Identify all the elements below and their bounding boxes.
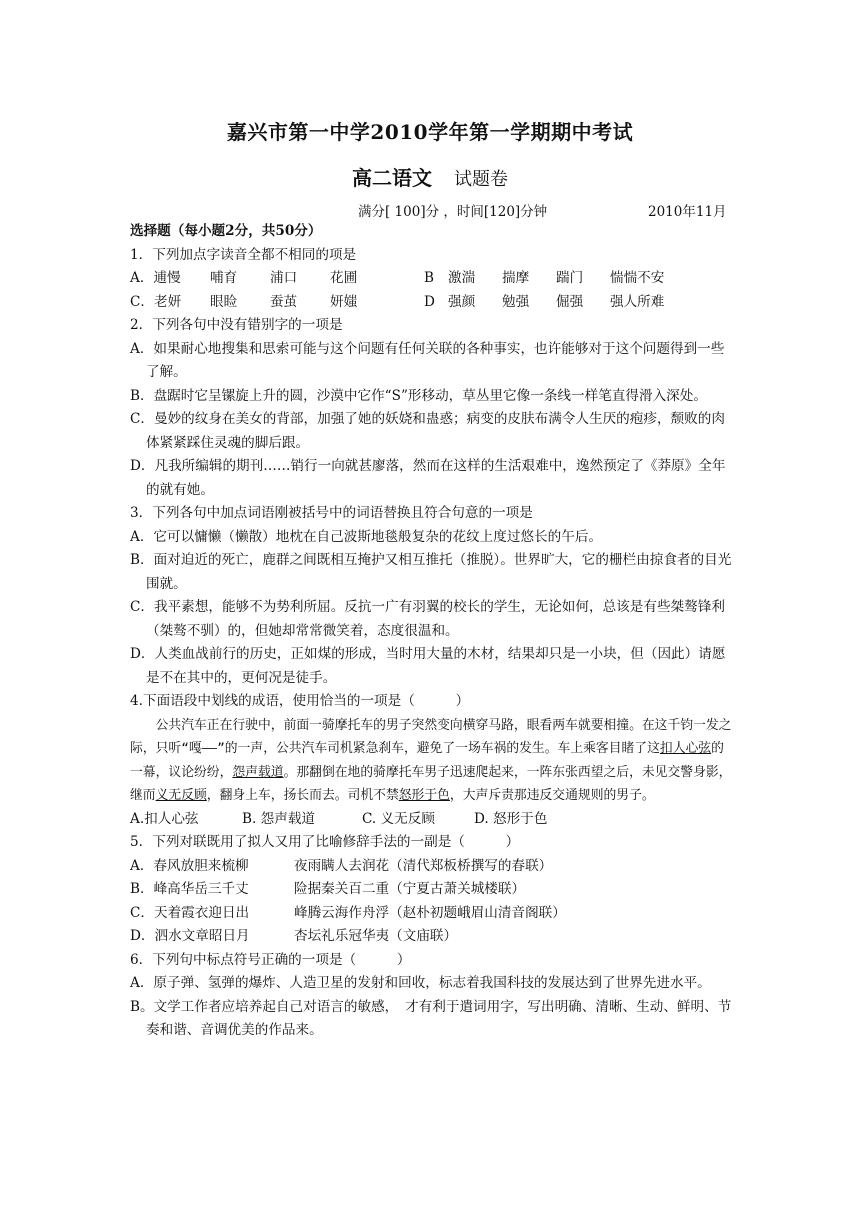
q5-b-lower: 险据秦关百二重（宁夏古萧关城楼联） bbox=[294, 881, 526, 897]
idiom-underlined-2: 怨声载道 bbox=[232, 764, 284, 780]
q5-option-d bbox=[130, 925, 734, 949]
question-1-options-cd bbox=[130, 291, 734, 315]
question-6-stem: 6．下列句中标点符号正确的一项是（ ） bbox=[130, 951, 411, 968]
exam-date: 2010年11月 bbox=[648, 204, 727, 220]
question-2-stem: 2．下列各句中没有错别字的一项是 bbox=[130, 317, 343, 333]
q2-option-b: B．盘踞时它呈镙旋上升的圆，沙漠中它作“S”形移动，草丛里它像一条线一样笔直得滑入深处。 bbox=[130, 387, 707, 404]
q1-b-1: 激湍 bbox=[448, 270, 476, 286]
q1-d-label: D bbox=[424, 293, 435, 310]
section-heading: 选择题（每小题2分，共50分） bbox=[130, 223, 322, 239]
q5-b-upper: B．峰高华岳三千丈 bbox=[130, 881, 249, 897]
q5-c-lower: 峰腾云海作舟浮（赵朴初题峨眉山清音阁联） bbox=[294, 904, 566, 921]
q1-b-4: 惴惴不安 bbox=[610, 270, 665, 286]
exam-title: 嘉兴市第一中学2010学年第一学期期中考试 bbox=[226, 120, 634, 144]
q5-a-lower: 夜雨瞒人去润花（清代郑板桥撰写的春联） bbox=[294, 857, 553, 874]
subject-name: 高二语文 bbox=[352, 166, 432, 190]
q5-option-c bbox=[130, 902, 734, 926]
passage-text-5: ，大声斥责那违反交通规则的男子。 bbox=[449, 788, 655, 803]
question-5-stem: 5．下列对联既用了拟人又用了比喻修辞手法的一副是（ ） bbox=[130, 834, 520, 850]
q1-b-3: 踹门 bbox=[556, 270, 584, 286]
q3-option-d: D．人类血战前行的历史，正如煤的形成，当时用大量的木材，结果却只是一小块，但（因此）请愿是不在其中的，更何况是徒手。 bbox=[130, 646, 726, 686]
q5-d-lower: 杏坛礼乐冠华夷（文庙联） bbox=[294, 928, 458, 944]
q1-d-2: 勉强 bbox=[502, 293, 530, 310]
q5-option-a bbox=[130, 855, 734, 879]
q1-d-4: 强人所难 bbox=[610, 293, 665, 310]
q1-c-2: 眼睑 bbox=[210, 293, 238, 310]
question-4-stem: 4.下面语段中划线的成语，使用恰当的一项是（ ） bbox=[130, 693, 470, 709]
question-4-options bbox=[130, 808, 734, 832]
idiom-underlined-3: 义无反顾 bbox=[155, 788, 207, 803]
q1-a-4: 花圃 bbox=[330, 270, 358, 286]
q4-option-a: A.扣人心弦 bbox=[130, 810, 199, 827]
q1-a-3: 浦口 bbox=[270, 270, 298, 286]
q1-a-2: 哺育 bbox=[210, 270, 238, 286]
q2-option-c: C．曼妙的纹身在美女的背部，加强了她的妖娆和蛊惑；病变的皮肤布满令人生厌的疱疹，颓败的肉体紧紧踩住灵魂的脚后跟。 bbox=[130, 411, 725, 451]
idiom-underlined-1: 扣人心弦 bbox=[659, 741, 712, 756]
passage-text-2: 的一幕，议论纷纷， bbox=[130, 741, 724, 780]
passage-text-3: 。那翻倒在地的骑摩托车男子迅速爬起来，一阵东张西望之后，未见交警身影，继而 bbox=[130, 764, 732, 803]
q4-option-c: C. 义无反顾 bbox=[362, 810, 435, 827]
idiom-underlined-4: 怒形于色 bbox=[398, 788, 450, 803]
paper-type: 试题卷 bbox=[454, 169, 508, 190]
q1-b-label: B bbox=[424, 270, 434, 286]
q4-option-b: B. 怨声载道 bbox=[242, 810, 316, 827]
question-body bbox=[130, 220, 734, 1043]
q2-option-d: D．凡我所编辑的期刊……销行一向就甚廖落，然而在这样的生活艰难中，逸然预定了《莽原》全年的就有她。 bbox=[130, 458, 726, 498]
q1-c-4: 妍媸 bbox=[330, 293, 358, 310]
q1-c-3: 蚕茧 bbox=[270, 293, 298, 310]
passage-text-4: ，翻身上车，扬长而去。司机不禁 bbox=[206, 788, 399, 803]
q4-passage bbox=[130, 714, 734, 808]
q5-c-upper: C．天着霞衣迎日出 bbox=[130, 904, 250, 921]
q5-d-upper: D．泗水文章昭日月 bbox=[130, 928, 250, 944]
q3-option-c: C．我平素想，能够不为势利所屈。反抗一广有羽翼的校长的学生，无论如何，总该是有些桀骜锋利（桀骜不驯）的，但她却常常微笑着，态度很温和。 bbox=[130, 599, 725, 639]
q1-d-3: 倔强 bbox=[556, 293, 584, 310]
q6-option-b: B。文学工作者应培养起自己对语言的敏感， 才有利于遣词用字，写出明确、清晰、生动、鲜明、节奏和谐、音调优美的作品来。 bbox=[130, 998, 732, 1038]
q1-d-1: 强颜 bbox=[448, 293, 476, 310]
subject-line bbox=[0, 162, 860, 191]
q1-a-1: A．逋慢 bbox=[130, 270, 181, 286]
score-time-info: 满分[ 100]分 ，时间[120]分钟 bbox=[358, 204, 548, 220]
q4-option-d: D. 怒形于色 bbox=[474, 810, 548, 827]
q5-option-b bbox=[130, 878, 734, 902]
q3-option-a: A．它可以慵懒（懒散）地枕在自己波斯地毯般复杂的花纹上度过悠长的午后。 bbox=[130, 528, 603, 545]
question-1-options-ab bbox=[130, 267, 734, 291]
q5-a-upper: A．春风放胆来梳柳 bbox=[130, 857, 249, 874]
q2-option-a: A．如果耐心地搜集和思索可能与这个问题有任何关联的各种事实，也许能够对于这个问题得到一些了解。 bbox=[130, 340, 725, 380]
q1-c-1: C．老妍 bbox=[130, 293, 182, 310]
q6-option-a: A．原子弹、氢弹的爆炸、人造卫星的发射和回收，标志着我国科技的发展达到了世界先进水平。 bbox=[130, 975, 711, 991]
passage-text-1: 公共汽车正在行驶中，前面一骑摩托车的男子突然变向横穿马路，眼看两车就要相撞。在这千钧一发之际，只听“嘎——”的一声，公共汽车司机紧急刹车，避免了一场车祸的发生。车上乘客目睹了这 bbox=[130, 717, 732, 756]
q3-option-b: B．面对迫近的死亡，鹿群之间既相互掩护又相互推托（推脱）。世界旷大，它的栅栏由掠食者的目光围就。 bbox=[130, 552, 732, 592]
question-1-stem: 1．下列加点字读音全都不相同的项是 bbox=[130, 246, 357, 263]
question-3-stem: 3．下列各句中加点词语刚被括号中的词语替换且符合句意的一项是 bbox=[130, 505, 533, 521]
q1-b-2: 揣摩 bbox=[502, 270, 530, 286]
